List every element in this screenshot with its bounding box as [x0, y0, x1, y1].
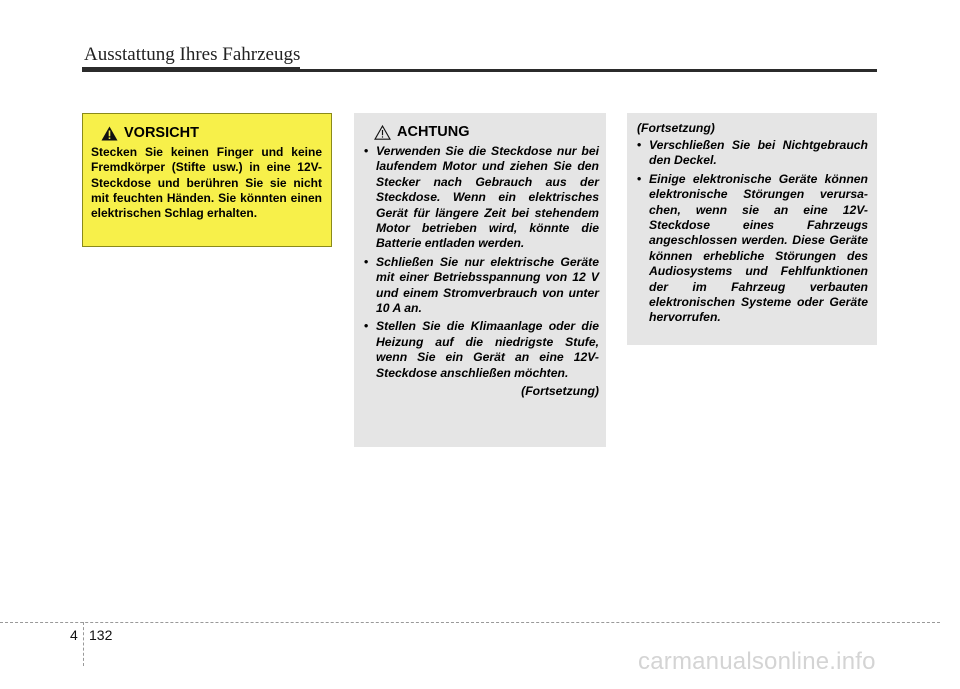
list-item: • Einige elektronische Geräte können elektronische Störungen verursa-chen, wenn sie an eine 12V-Steckdose eines Fahrzeugs angeschlossen werden. Diese Geräte können erhebliche Störungen des Audiosystems und Fehlfunktionen der im Fahrzeug verbauten elektronischen Systeme oder Geräte hervorrufen. — [637, 172, 868, 326]
warning-heading — [374, 123, 599, 141]
caution-title: VORSICHT — [124, 125, 199, 141]
continuation-heading: (Fortsetzung) — [637, 121, 715, 135]
list-item: • Schließen Sie nur elektrische Geräte mit einer Betriebsspannung von 12 V und einem Stromverbrauch von unter 10 A an. — [364, 255, 599, 317]
list-item: • Verschließen Sie bei Nichtgebrauch den Deckel. — [637, 138, 868, 169]
warning-title: ACHTUNG — [397, 124, 470, 140]
caution-heading — [101, 124, 322, 142]
warning-triangle-icon — [101, 126, 118, 141]
caution-text: Stecken Sie keinen Finger und keine Fremdkörper (Stifte usw.) in eine 12V-Steckdose und berühren Sie sie nicht mit feuchten Händen. Sie könnten einen elektrischen Schlag erhalten. — [91, 145, 322, 221]
list-item: • Verwenden Sie die Steckdose nur bei laufendem Motor und ziehen Sie den Stecker nach Gebrauch aus der Steckdose. Wenn ein elektrisches Gerät für längere Zeit bei stehendem Motor betrieben wird, könnte die Batterie entladen werden. — [364, 144, 599, 252]
warning-box — [354, 113, 606, 447]
list-item: • Stellen Sie die Klimaanlage oder die Heizung auf die niedrigste Stufe, wenn Sie ein Gerät an eine 12V-Steckdose anschließen möchten. — [364, 319, 599, 381]
page-header-title: Ausstattung Ihres Fahrzeugs — [84, 44, 301, 65]
caution-box — [82, 113, 332, 247]
page-number: 132 — [89, 627, 113, 643]
continuation-box — [627, 113, 877, 345]
chapter-number: 4 — [70, 627, 78, 643]
warning-list — [364, 144, 599, 381]
warning-triangle-outline-icon — [374, 125, 391, 140]
watermark: carmanualsonline.info — [638, 648, 876, 675]
footer-vertical-divider — [83, 622, 84, 666]
continuation-list — [637, 138, 868, 326]
footer-divider — [0, 622, 940, 623]
header-rule — [82, 69, 877, 72]
continued-label: (Fortsetzung) — [521, 384, 599, 399]
